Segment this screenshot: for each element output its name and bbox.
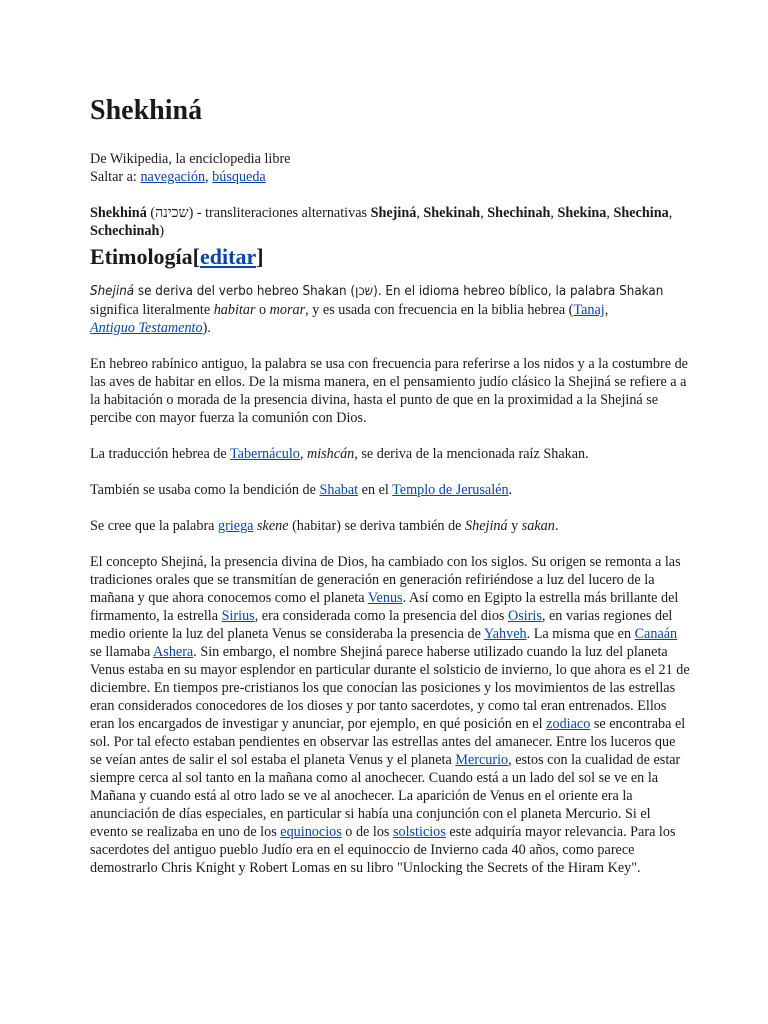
text: (habitar) se deriva también de [288, 518, 466, 534]
text: , era considerada como la presencia del dios [254, 608, 508, 624]
page-title: Shekhiná [90, 95, 203, 126]
navigation-link[interactable]: navegación [140, 169, 206, 185]
paragraph-5 [90, 517, 690, 535]
paren: ) [159, 223, 165, 239]
text: , [604, 302, 609, 318]
canaan-link[interactable]: Canaán [634, 626, 678, 642]
intro-text: - transliteraciones alternativas [193, 205, 371, 221]
paragraph-2: En hebreo rabínico antiguo, la palabra se usa con frecuencia para referirse a los nidos y a la costumbre de las aves de habitar en ellos. De la misma manera, en el pensamiento judío clásico la Shejiná se refiere a a la habitación o morada de la presencia divina, hasta el punto de que en la proximidad a la Shejiná se percibe con mayor fuerza la comunión con Dios. [90, 356, 688, 426]
separator: , [205, 169, 209, 185]
solsticios-link[interactable]: solsticios [392, 824, 446, 840]
text: ). [202, 320, 211, 336]
bracket: ] [256, 244, 264, 269]
text: También se usaba como la bendición de [90, 482, 320, 498]
paragraph-4 [90, 481, 690, 499]
text: . [554, 518, 559, 534]
venus-link[interactable]: Venus [367, 590, 403, 606]
text: , estos con la cualidad de estar siempre cerca al sol tanto en la mañana como al anochecer. Cuando está a un lado del sol se ve en la Mañana y cuando está al otro lado se ve al anochecer. La aparición de Venus en el oriente era la anunciación de días especiales, en particular si había una conjunción con el planeta Mercurio. Si el evento se realizaba en uno de los [90, 752, 681, 840]
term-italic: habitar [213, 302, 256, 318]
term-italic: mishcán [306, 446, 355, 462]
shabat-link[interactable]: Shabat [319, 482, 359, 498]
text: . La misma que en [526, 626, 635, 642]
paragraph-3 [90, 445, 690, 463]
griega-link[interactable]: griega [218, 518, 254, 534]
tabernaculo-link[interactable]: Tabernáculo [229, 446, 300, 462]
alt-spelling: Shechina [613, 205, 669, 221]
alt-spelling: Shechinah [487, 205, 551, 221]
alt-spelling: Shekina [557, 205, 607, 221]
text: significa literalmente [90, 302, 214, 318]
sirius-link[interactable]: Sirius [221, 608, 255, 624]
term-italic: Shejiná [90, 284, 135, 299]
section-heading [90, 242, 690, 272]
source-text: De Wikipedia, la enciclopedia libre [90, 151, 291, 167]
antiguo-testamento-link[interactable]: Antiguo Testamento [90, 320, 203, 336]
tanaj-link[interactable]: Tanaj [573, 302, 605, 318]
term-italic: morar [269, 302, 306, 318]
text: en el [358, 482, 393, 498]
paragraph-6 [90, 553, 690, 877]
text: se encontraba el sol. Por tal efecto estaban pendientes en observar las estrellas antes del amanecer. Entre los luceros que se veían antes de salir el sol estaba el planeta Venus y el planeta [90, 716, 686, 768]
section-title: Etimología [90, 244, 193, 269]
jump-label: Saltar a: [90, 169, 137, 185]
text: , se deriva de la mencionada raíz Shakan. [354, 446, 589, 462]
term-italic: Shejiná [465, 518, 508, 534]
jump-to-line [90, 168, 690, 186]
text: se deriva del verbo hebreo Shakan (שכן). En el idioma hebreo bíblico, la palabra Shakan [134, 284, 664, 299]
text: . Sin embargo, el nombre Shejiná parece haberse utilizado cuando la luz del planeta Venus estaba en su mayor esplendor en particular durante el solsticio de invierno, lo que ahora es el 21 de diciembre. En tiempos pre-cristianos los que conocían las posiciones y los movimientos de las estrellas eran considerados conocedores de los dioses y por tanto sacerdotes, y como tal eran entrenados. Ellos eran los encargados de investigar y anunciar, por ejemplo, en qué posición en el [90, 644, 690, 732]
alt-spelling: Shekinah [423, 205, 481, 221]
text: , en varias regiones del medio oriente la luz del planeta Venus se consideraba la presencia de [90, 608, 673, 642]
text: Se cree que la palabra [90, 518, 219, 534]
edit-section-link[interactable]: editar [200, 244, 257, 269]
mercurio-link[interactable]: Mercurio [455, 752, 509, 768]
hebrew-term: (שכינה) [150, 205, 194, 221]
term-italic: sakan [521, 518, 555, 534]
text: se llamaba [90, 644, 154, 660]
paragraph-1 [90, 282, 690, 337]
alt-spelling: Shejiná [370, 205, 417, 221]
zodiaco-link[interactable]: zodiaco [546, 716, 591, 732]
bracket: [ [192, 244, 200, 269]
search-link[interactable]: búsqueda [212, 169, 266, 185]
intro-term: Shekhiná [90, 205, 147, 221]
term-italic: skene [257, 518, 289, 534]
osiris-link[interactable]: Osiris [508, 608, 542, 624]
alt-spelling: Schechinah [90, 223, 160, 239]
text: o de los [341, 824, 393, 840]
text: o [255, 302, 270, 318]
equinocios-link[interactable]: equinocios [280, 824, 342, 840]
text: . Así como en Egipto la estrella más brillante del firmamento, la estrella [90, 590, 679, 624]
text: La traducción hebrea de [90, 446, 230, 462]
source-line [90, 150, 690, 168]
text: . [508, 482, 513, 498]
yahveh-link[interactable]: Yahveh [483, 626, 527, 642]
text: este adquiría mayor relevancia. Para los sacerdotes del antiguo pueblo Judío era en el equinoccio de Invierno cada 40 años, como parece demostrarlo Chris Knight y Robert Lomas en su libro "Unlocking the Secrets of the Hiram Key". [90, 824, 676, 876]
article [90, 92, 690, 895]
text: , [299, 446, 307, 462]
text: , y es usada con frecuencia en la biblia hebrea ( [305, 302, 574, 318]
intro-paragraph: Shekhiná (שכינה) - transliteraciones alternativas Shejiná, Shekinah, Shechinah, Shekina, Shechina, Schechinah) [90, 205, 673, 239]
text: El concepto Shejiná, la presencia divina de Dios, ha cambiado con los siglos. Su origen se remonta a las tradiciones orales que se transmitían de generación en generación refiriéndose a luz del lucero de la mañana y que ahora conocemos como el planeta [90, 554, 681, 606]
ashera-link[interactable]: Ashera [153, 644, 194, 660]
templo-link[interactable]: Templo de Jerusalén [392, 482, 509, 498]
text: y [507, 518, 522, 534]
